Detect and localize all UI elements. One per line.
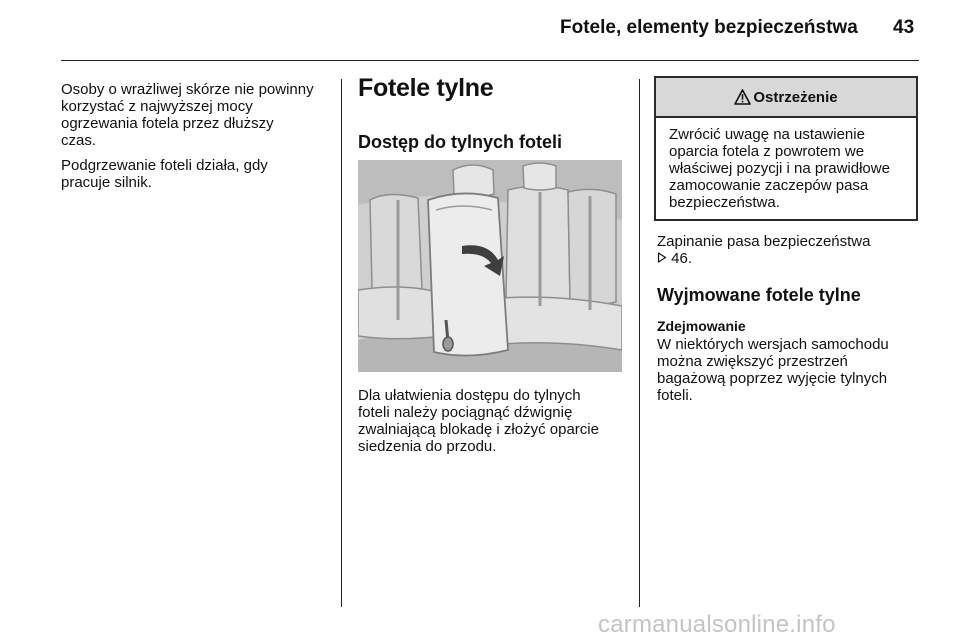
warning-triangle-icon — [734, 89, 751, 105]
warning-text: Zwrócić uwagę na ustawienie oparcia fotela z powrotem we właściwej pozycji i na prawidłowe zamocowanie zaczepów pasa bezpieczeństwa. — [669, 126, 890, 211]
header-divider — [61, 60, 919, 61]
subheading-rear-seat-access: Dostęp do tylnych foteli — [358, 132, 563, 152]
warning-title: Ostrzeżenie — [753, 88, 838, 106]
heating-engine-paragraph: Podgrzewanie foteli działa, gdy pracuje silnik. — [61, 157, 268, 191]
subheading-removal: Zdejmowanie — [657, 318, 746, 334]
skin-sensitivity-paragraph: Osoby o wrażliwej skórze nie powinny korzystać z najwyższej mocy ogrzewania fotela przez dłuższy czas. — [61, 81, 314, 149]
warning-box — [654, 76, 918, 221]
column-divider-right — [639, 79, 640, 607]
left-column — [61, 81, 333, 191]
warning-header — [656, 78, 916, 118]
page-reference-arrow-icon — [657, 252, 667, 263]
removal-paragraph: W niektórych wersjach samochodu można zwiększyć przestrzeń bagażową poprzez wyjęcie tylnych foteli. — [657, 336, 889, 404]
rear-seat-access-caption: Dla ułatwienia dostępu do tylnych foteli należy pociągnąć dźwignię zwalniającą blokadę i złożyć oparcie siedzenia do przodu. — [358, 387, 599, 455]
watermark: carmanualsonline.info — [598, 611, 836, 638]
heading-removable-rear-seats: Wyjmowane fotele tylne — [657, 285, 861, 305]
page-header-title: Fotele, elementy bezpieczeństwa — [560, 17, 858, 38]
page-number: 43 — [893, 17, 915, 38]
reference-page: 46. — [671, 250, 693, 267]
seat-belt-reference: Zapinanie pasa bezpieczeństwa 46. — [657, 233, 871, 267]
rear-seat-illustration — [358, 160, 622, 372]
section-heading-rear-seats: Fotele tylne — [358, 74, 494, 102]
page-reference-link[interactable] — [657, 250, 692, 267]
column-divider-left — [341, 79, 342, 607]
